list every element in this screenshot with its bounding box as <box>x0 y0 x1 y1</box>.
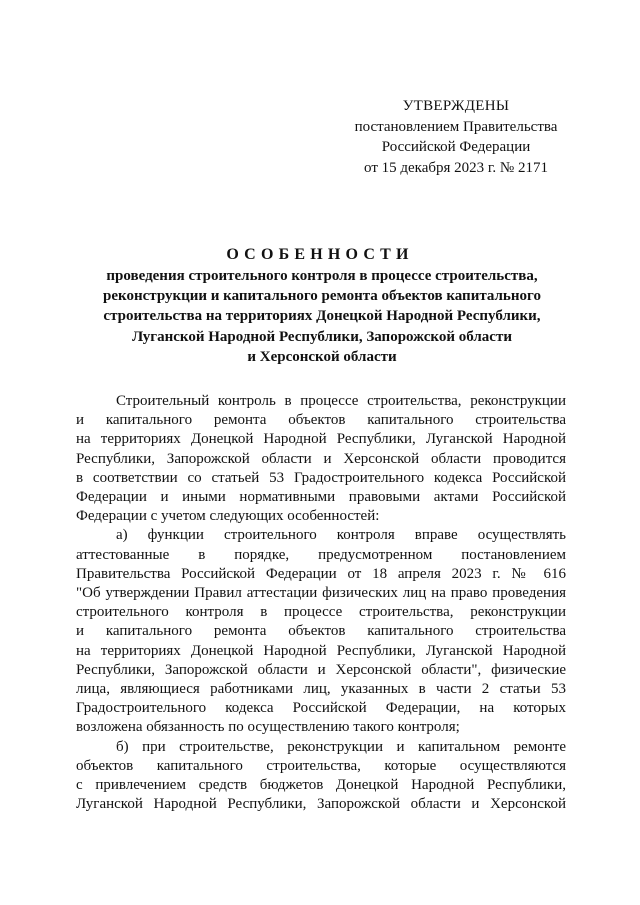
body-line: Правительства Российской Федерации от 18 апреля 2023 г. № 616 <box>76 565 566 582</box>
body-line: аттестованные в порядке, предусмотренном постановлением <box>76 546 566 563</box>
subtitle-line: реконструкции и капитального ремонта объектов капитального <box>103 288 541 305</box>
subtitle-line: проведения строительного контроля в процессе строительства, <box>106 268 538 284</box>
body-line: Федерации и иными нормативными правовыми актами Российской <box>76 489 566 506</box>
body-line: на территориях Донецкой Народной Республики, Луганской Народной <box>76 431 566 448</box>
body-line: "Об утверждении Правил аттестации физических лиц на право проведения <box>76 585 566 602</box>
body-line: и капитального ремонта объектов капитального строительства <box>76 412 566 429</box>
approval-date-number: от 15 декабря 2023 г. № 2171 <box>364 159 548 176</box>
approval-line: Российской Федерации <box>381 139 531 155</box>
subtitle-line: и Херсонской области <box>247 348 397 365</box>
body-line: Республики, Запорожской области и Херсонской области проводится <box>76 450 566 467</box>
subtitle-line: Луганской Народной Республики, Запорожской области <box>132 328 512 345</box>
document-title: ОСОБЕННОСТИ <box>226 246 414 263</box>
document-subtitle <box>80 266 564 367</box>
body-line: в соответствии со статьей 53 Градостроительного кодекса Российской <box>76 469 566 486</box>
approval-stamp <box>340 96 572 178</box>
body-line: строительного контроля в процессе строительства, реконструкции <box>76 604 566 621</box>
approval-line: постановлением Правительства <box>354 118 558 135</box>
document-body <box>76 392 566 814</box>
body-line: Строительный контроль в процессе строительства, реконструкции <box>116 393 566 409</box>
body-line: лица, являющиеся работниками лиц, указанных в части 2 статьи 53 <box>76 681 566 698</box>
approval-heading: УТВЕРЖДЕНЫ <box>402 98 510 114</box>
body-line: Федерации с учетом следующих особенностей: <box>76 508 380 525</box>
body-line: объектов капитального строительства, которые осуществляются <box>76 757 566 774</box>
body-line: и капитального ремонта объектов капитального строительства <box>76 623 566 640</box>
body-line: а) функции строительного контроля вправе осуществлять <box>116 527 566 544</box>
body-line: б) при строительстве, реконструкции и капитальном ремонте <box>116 738 566 755</box>
body-line: с привлечением средств бюджетов Донецкой Народной Республики, <box>76 777 566 794</box>
subtitle-line: строительства на территориях Донецкой Народной Республики, <box>103 308 541 325</box>
body-line: Градостроительного кодекса Российской Федерации, на которых <box>76 700 566 717</box>
body-line: Луганской Народной Республики, Запорожской области и Херсонской <box>76 796 566 813</box>
body-line: на территориях Донецкой Народной Республики, Луганской Народной <box>76 642 566 659</box>
body-line: возложена обязанность по осуществлению такого контроля; <box>76 719 460 736</box>
body-line: Республики, Запорожской области и Херсонской области", физические <box>76 661 566 678</box>
